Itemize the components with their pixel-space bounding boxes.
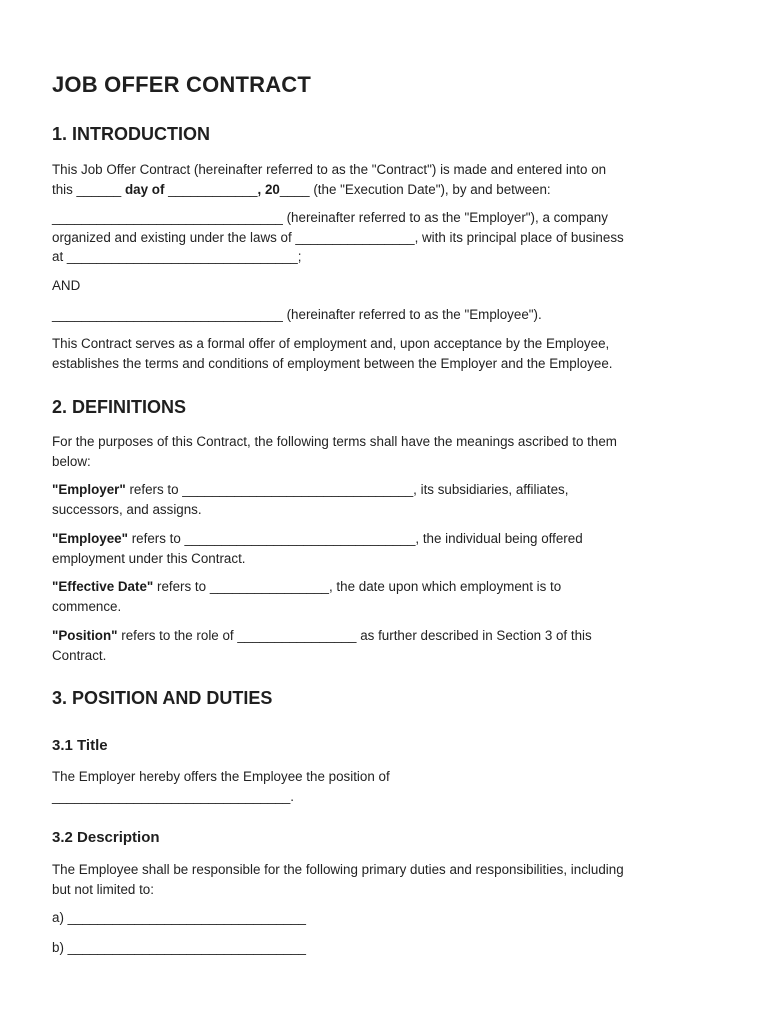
- definition-term-effective-date: "Effective Date": [52, 579, 154, 594]
- intro-line-1: This Job Offer Contract (hereinafter referred to as the "Contract") is made and entered into on: [52, 162, 607, 177]
- definition-employee: [52, 529, 722, 568]
- employer-party-line-2: organized and existing under the laws of ________________, with its principal place of business: [52, 229, 624, 245]
- intro-line-2c: ____________: [164, 181, 258, 197]
- and-text: AND: [52, 278, 81, 293]
- purpose-line-1: This Contract serves as a formal offer of employment and, upon acceptance by the Employee,: [52, 336, 610, 351]
- definition-term-employer: "Employer": [52, 482, 126, 497]
- employer-party-line-1: _______________________________ (hereinafter referred to as the "Employer"), a company: [52, 210, 608, 225]
- purpose-line-2: establishes the terms and conditions of employment between the Employer and the Employee.: [52, 355, 613, 371]
- definition-position-line-2: Contract.: [52, 647, 107, 663]
- definitions-lead-line-1: For the purposes of this Contract, the following terms shall have the meanings ascribed to them: [52, 434, 617, 449]
- title-line-1: The Employer hereby offers the Employee the position of: [52, 769, 390, 784]
- duty-item-a: a) ________________________________: [52, 910, 306, 925]
- subsection-heading-title: 3.1 Title: [52, 737, 108, 754]
- definition-employer: [52, 480, 722, 519]
- employee-party-line: _______________________________ (hereinafter referred to as the "Employee").: [52, 307, 542, 322]
- document-title: JOB OFFER CONTRACT: [52, 72, 312, 97]
- definition-term-position: "Position": [52, 628, 118, 643]
- employer-party-paragraph: [52, 208, 722, 267]
- subsection-heading-description: 3.2 Description: [52, 829, 160, 846]
- intro-day-of: day of: [124, 181, 165, 197]
- definitions-lead-paragraph: [52, 432, 722, 471]
- intro-line-2e: ____ (the "Execution Date"), by and between:: [279, 181, 551, 197]
- description-paragraph: [52, 860, 722, 899]
- intro-line-2a: this ______: [52, 181, 125, 197]
- intro-paragraph: [52, 160, 722, 199]
- definition-effective-date-line-2: commence.: [52, 598, 122, 614]
- definition-employer-line-1: refers to _______________________________, its subsidiaries, affiliates,: [125, 482, 569, 497]
- title-paragraph: [52, 767, 722, 806]
- definition-employee-line-1: refers to _______________________________, the individual being offered: [127, 531, 583, 546]
- section-heading-introduction: 1. INTRODUCTION: [52, 124, 211, 144]
- definition-position: [52, 626, 722, 665]
- definition-effective-date-line-1: refers to ________________, the date upon which employment is to: [153, 579, 562, 594]
- description-line-1: The Employee shall be responsible for the following primary duties and responsibilities, including: [52, 862, 624, 877]
- section-heading-definitions: 2. DEFINITIONS: [52, 397, 187, 417]
- duty-item-b: b) ________________________________: [52, 940, 306, 955]
- employer-party-line-3: at _______________________________;: [52, 249, 302, 264]
- definition-effective-date: [52, 577, 722, 616]
- definition-term-employee: "Employee": [52, 531, 128, 546]
- title-line-2: ________________________________.: [52, 788, 295, 804]
- definition-employer-line-2: successors, and assigns.: [52, 501, 202, 517]
- definition-position-line-1: refers to the role of ________________ as further described in Section 3 of this: [117, 628, 592, 643]
- definitions-lead-line-2: below:: [52, 453, 91, 469]
- description-line-2: but not limited to:: [52, 881, 154, 897]
- section-heading-position-duties: 3. POSITION AND DUTIES: [52, 688, 273, 708]
- purpose-paragraph: [52, 334, 722, 373]
- intro-year: , 20: [257, 181, 280, 197]
- definition-employee-line-2: employment under this Contract.: [52, 550, 246, 566]
